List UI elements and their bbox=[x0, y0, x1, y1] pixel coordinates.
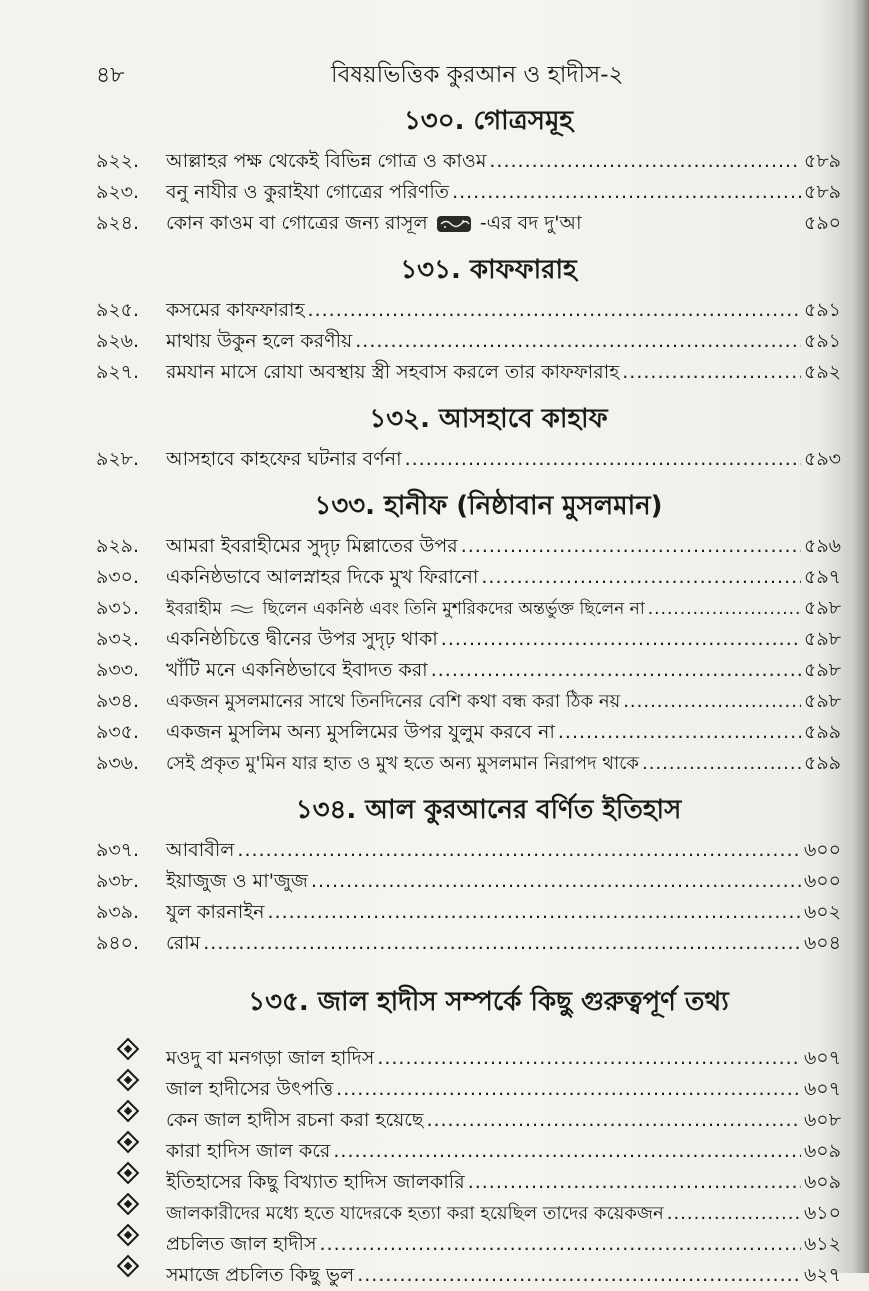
entry-title: ইয়াজুজ ও মা'জুজ bbox=[166, 870, 308, 892]
diamond-bullet-icon bbox=[96, 1219, 166, 1250]
entry-title: কারা হাদিস জাল করে bbox=[166, 1140, 331, 1162]
entry-page-number: ৬১২ bbox=[803, 1233, 841, 1255]
dot-leader bbox=[355, 326, 801, 357]
toc-entry bbox=[96, 897, 841, 928]
dot-leader bbox=[461, 531, 801, 562]
diamond-bullet-icon bbox=[96, 1064, 166, 1095]
entry-page-number: ৬০৪ bbox=[803, 932, 841, 954]
diamond-bullet-icon bbox=[96, 1157, 166, 1188]
dot-leader bbox=[452, 177, 801, 208]
page-spine-shadow bbox=[853, 0, 869, 1273]
entry-page-number: ৫৮৯ bbox=[804, 181, 841, 203]
entry-page-number: ৫৯৮ bbox=[804, 690, 841, 712]
dot-leader bbox=[431, 655, 801, 686]
entry-title: একনিষ্ঠচিত্তে দ্বীনের উপর সুদৃঢ় থাকা bbox=[166, 628, 438, 650]
entry-number: ৯২৯. bbox=[96, 535, 140, 557]
entry-title-before: কোন কাওম বা গোত্রের জন্য রাসূল bbox=[166, 212, 428, 234]
entry-page-number: ৫৯০ bbox=[803, 212, 841, 234]
entry-title: প্রচলিত জাল হাদীস bbox=[166, 1233, 317, 1255]
dot-leader bbox=[377, 1043, 801, 1074]
entry-page-number: ৬০৯ bbox=[803, 1140, 841, 1162]
toc-entry bbox=[96, 562, 841, 593]
entry-number: ৯৩৭. bbox=[96, 839, 140, 861]
book-title: বিষয়ভিত্তিক কুরআন ও হাদীস-২ bbox=[331, 62, 624, 88]
diamond-bullet-icon bbox=[96, 1033, 166, 1064]
entry-number: ৯৩৩. bbox=[96, 659, 140, 681]
toc-entry bbox=[96, 717, 841, 748]
toc-entry bbox=[96, 444, 841, 475]
entry-title: খাঁটি মনে একনিষ্ঠভাবে ইবাদত করা bbox=[166, 659, 428, 681]
entry-page-number: ৫৯৮ bbox=[804, 597, 841, 619]
entry-page-number: ৬০০ bbox=[803, 870, 841, 892]
toc-entry bbox=[96, 208, 841, 239]
entry-page-number: ৫৯৬ bbox=[803, 535, 841, 557]
dot-leader bbox=[336, 1074, 801, 1105]
toc-entry bbox=[96, 748, 841, 779]
page-number: ৪৮ bbox=[96, 63, 125, 88]
entry-title: একজন মুসলিম অন্য মুসলিমের উপর যুলুম করবে না bbox=[166, 721, 555, 743]
section-heading: ১৩০. গোত্রসমূহ bbox=[403, 106, 574, 136]
entry-title: যুল কারনাইন bbox=[166, 901, 265, 923]
entry-number: ৯২২. bbox=[96, 150, 140, 172]
table-of-contents bbox=[96, 96, 841, 1286]
entry-page-number: ৫৯৯ bbox=[804, 752, 841, 774]
entry-number: ৯২৩. bbox=[96, 181, 140, 203]
toc-entry bbox=[96, 326, 841, 357]
dot-leader bbox=[642, 748, 801, 779]
dot-leader bbox=[405, 444, 801, 475]
entry-number: ৯৩১. bbox=[96, 597, 140, 619]
entry-title: বনু নাযীর ও কুরাইযা গোত্রের পরিণতি bbox=[166, 181, 450, 203]
dot-leader bbox=[311, 866, 801, 897]
entry-title: রমযান মাসে রোযা অবস্থায় স্ত্রী সহবাস করলে তার কাফফারাহ bbox=[166, 361, 620, 383]
entry-title: জাল হাদীসের উৎপত্তি bbox=[166, 1078, 334, 1100]
toc-entry bbox=[96, 295, 841, 326]
running-header bbox=[96, 50, 836, 90]
dot-leader bbox=[333, 1136, 801, 1167]
entry-number: ৯২৫. bbox=[96, 299, 140, 321]
entry-number: ৯২৬. bbox=[96, 330, 140, 352]
entry-page-number: ৬১০ bbox=[803, 1202, 841, 1224]
entry-page-number: ৬০০ bbox=[803, 839, 841, 861]
entry-title-part bbox=[166, 208, 582, 239]
salutation-seal-icon bbox=[229, 602, 255, 616]
toc-entry bbox=[96, 928, 841, 959]
dot-leader bbox=[667, 1198, 801, 1229]
entry-number: ৯৩৮. bbox=[96, 870, 140, 892]
entry-title: মওদু বা মনগড়া জাল হাদিস bbox=[166, 1047, 375, 1069]
toc-entry bbox=[96, 146, 841, 177]
dot-leader bbox=[481, 562, 801, 593]
entry-title: রোম bbox=[166, 932, 201, 954]
salutation-seal-icon bbox=[436, 215, 472, 233]
entry-title-before: ইবরাহীম bbox=[166, 599, 222, 619]
entry-page-number: ৬০৭ bbox=[803, 1047, 841, 1069]
entry-title-after: -এর বদ দু'আ bbox=[479, 212, 582, 234]
entry-page-number: ৫৯১ bbox=[804, 330, 841, 352]
toc-entry bbox=[96, 686, 841, 717]
dot-leader bbox=[426, 1105, 801, 1136]
section-heading: ১৩৪. আল কুরআনের বর্ণিত ইতিহাস bbox=[295, 795, 682, 825]
toc-entry bbox=[96, 624, 841, 655]
entry-title: একজন মুসলমানের সাথে তিনদিনের বেশি কথা বন্ধ করা ঠিক নয় bbox=[166, 691, 621, 712]
entry-page-number: ৫৯৯ bbox=[804, 721, 841, 743]
dot-leader bbox=[623, 686, 801, 717]
entry-page-number: ৬০৮ bbox=[803, 1109, 841, 1131]
diamond-bullet-icon bbox=[96, 1250, 166, 1281]
toc-entry bbox=[96, 531, 841, 562]
entry-number: ৯২৮. bbox=[96, 448, 140, 470]
entry-title: আমরা ইবরাহীমের সুদৃঢ় মিল্লাতের উপর bbox=[166, 535, 458, 557]
entry-page-number: ৬০২ bbox=[803, 901, 841, 923]
diamond-bullet-icon bbox=[96, 1188, 166, 1219]
toc-entry bbox=[96, 593, 841, 624]
toc-entry bbox=[96, 835, 841, 866]
entry-page-number: ৬০৯ bbox=[803, 1171, 841, 1193]
entry-title: মাথায় উকুন হলে করণীয় bbox=[166, 330, 353, 352]
dot-leader bbox=[308, 295, 801, 326]
dot-leader bbox=[489, 146, 801, 177]
diamond-bullet-icon bbox=[96, 1095, 166, 1126]
entry-title: কেন জাল হাদীস রচনা করা হয়েছে bbox=[166, 1109, 424, 1131]
dot-leader bbox=[237, 835, 801, 866]
dot-leader bbox=[267, 897, 800, 928]
toc-entry bbox=[96, 866, 841, 897]
entry-page-number: ৫৯৮ bbox=[804, 659, 841, 681]
entry-number: ৯৩৪. bbox=[96, 690, 140, 712]
entry-title: ইতিহাসের কিছু বিখ্যাত হাদিস জালকারি bbox=[166, 1171, 465, 1193]
entry-title: সেই প্রকৃত মু'মিন যার হাত ও মুখ হতে অন্য মুসলমান নিরাপদ থাকে bbox=[166, 753, 639, 774]
entry-number: ৯৩৬. bbox=[96, 752, 140, 774]
entry-number: ৯৩৯. bbox=[96, 901, 140, 923]
entry-title: একনিষ্ঠভাবে আলস্নাহর দিকে মুখ ফিরানো bbox=[166, 566, 479, 588]
dot-leader bbox=[558, 717, 801, 748]
entry-number: ৯৩৫. bbox=[96, 721, 140, 743]
diamond-bullet-icon bbox=[96, 1126, 166, 1157]
entry-page-number: ৫৯৭ bbox=[803, 566, 841, 588]
entry-page-number: ৫৮৯ bbox=[804, 150, 841, 172]
entry-page-number: ৫৯১ bbox=[804, 299, 841, 321]
entry-page-number: ৫৯৩ bbox=[803, 448, 841, 470]
entry-title: আসহাবে কাহফের ঘটনার বর্ণনা bbox=[166, 448, 402, 470]
toc-entry bbox=[96, 655, 841, 686]
dot-leader bbox=[648, 594, 801, 625]
entry-page-number: ৫৯৮ bbox=[804, 628, 841, 650]
dot-leader bbox=[468, 1167, 801, 1198]
entry-title-after: ছিলেন একনিষ্ঠ এবং তিনি মুশরিকদের অন্তর্ভুক্ত ছিলেন না bbox=[262, 599, 645, 619]
spacer bbox=[96, 959, 841, 977]
dot-leader bbox=[203, 928, 801, 959]
entry-title: আল্লাহর পক্ষ থেকেই বিভিন্ন গোত্র ও কাওম bbox=[166, 150, 487, 172]
entry-number: ৯৩২. bbox=[96, 628, 140, 650]
entry-title: কসমের কাফফারাহ bbox=[166, 299, 305, 321]
toc-entry bbox=[96, 177, 841, 208]
entry-page-number: ৬২৭ bbox=[803, 1264, 841, 1286]
toc-bullet-entry bbox=[96, 1033, 841, 1069]
entry-number: ৯২৭. bbox=[96, 361, 140, 383]
entry-number: ৯৪০. bbox=[96, 932, 140, 954]
section-heading: ১৩৫. জাল হাদীস সম্পর্কে কিছু গুরুত্বপূর্ণ তথ্য bbox=[248, 987, 729, 1017]
entry-title: সমাজে প্রচলিত কিছু ভুল bbox=[166, 1264, 355, 1286]
section-heading: ১৩২. আসহাবে কাহাফ bbox=[369, 404, 608, 434]
dot-leader bbox=[622, 357, 801, 388]
section-heading: ১৩৩. হানীফ (নিষ্ঠাবান মুসলমান) bbox=[314, 491, 663, 521]
entry-number: ৯৩০. bbox=[96, 566, 140, 588]
dot-leader bbox=[320, 1229, 801, 1260]
dot-leader bbox=[441, 624, 801, 655]
entry-number: ৯২৪. bbox=[96, 212, 140, 234]
entry-title-part bbox=[166, 594, 645, 625]
entry-page-number: ৫৯২ bbox=[803, 361, 841, 383]
dot-leader bbox=[357, 1260, 801, 1291]
section-heading: ১৩১. কাফফারাহ bbox=[400, 255, 577, 285]
entry-title: আবাবীল bbox=[166, 839, 235, 861]
entry-page-number: ৬০৭ bbox=[803, 1078, 841, 1100]
entry-title: জালকারীদের মধ্যে হতে যাদেরকে হত্যা করা হয়েছিল তাদের কয়েকজন bbox=[166, 1203, 664, 1224]
toc-entry bbox=[96, 357, 841, 388]
